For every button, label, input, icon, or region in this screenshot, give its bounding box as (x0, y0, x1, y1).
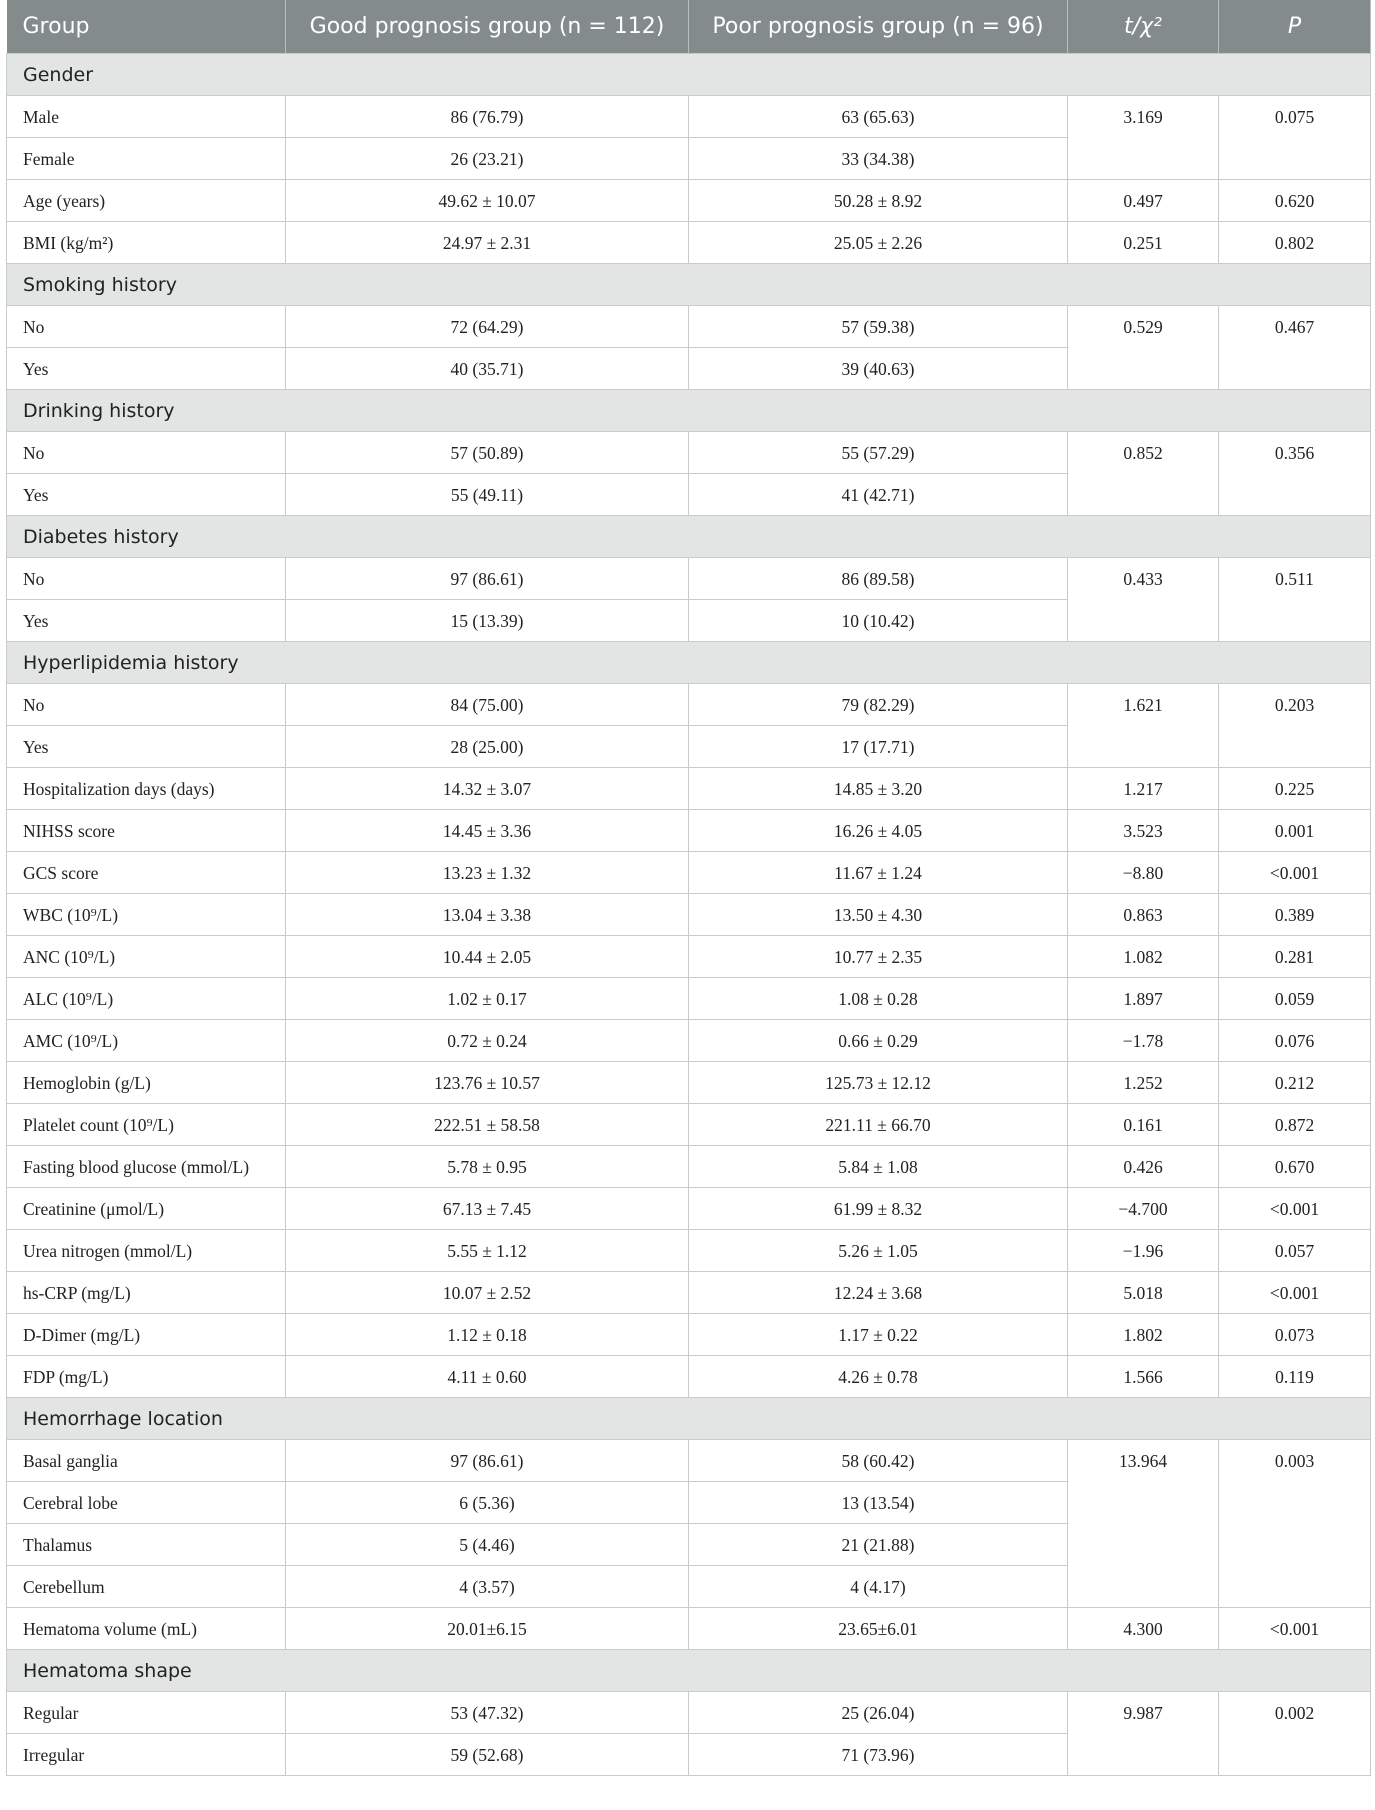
poor-prognosis-value: 10 (10.42) (689, 600, 1068, 642)
good-prognosis-value: 13.04 ± 3.38 (286, 894, 689, 936)
good-prognosis-value: 1.02 ± 0.17 (286, 978, 689, 1020)
good-prognosis-value: 20.01±6.15 (286, 1608, 689, 1650)
row-label: BMI (kg/m²) (7, 222, 286, 264)
table-row (7, 852, 1371, 894)
poor-prognosis-value: 125.73 ± 12.12 (689, 1062, 1068, 1104)
poor-prognosis-value: 86 (89.58) (689, 558, 1068, 600)
statistic-value: 3.523 (1068, 810, 1219, 852)
row-label: Hemoglobin (g/L) (7, 1062, 286, 1104)
table-row (7, 1608, 1371, 1650)
section-header-row (7, 264, 1371, 306)
header-group: Group (7, 0, 286, 54)
good-prognosis-value: 28 (25.00) (286, 726, 689, 768)
table-row (7, 1230, 1371, 1272)
p-value: <0.001 (1219, 852, 1371, 894)
poor-prognosis-value: 0.66 ± 0.29 (689, 1020, 1068, 1062)
good-prognosis-value: 222.51 ± 58.58 (286, 1104, 689, 1146)
good-prognosis-value: 40 (35.71) (286, 348, 689, 390)
table-row (7, 1272, 1371, 1314)
p-value: 0.119 (1219, 1356, 1371, 1398)
row-label: hs-CRP (mg/L) (7, 1272, 286, 1314)
row-label: Yes (7, 348, 286, 390)
row-label: Cerebellum (7, 1566, 286, 1608)
row-label: WBC (10⁹/L) (7, 894, 286, 936)
good-prognosis-value: 84 (75.00) (286, 684, 689, 726)
table-row (7, 894, 1371, 936)
section-header-row (7, 54, 1371, 96)
statistic-value: 0.426 (1068, 1146, 1219, 1188)
poor-prognosis-value: 58 (60.42) (689, 1440, 1068, 1482)
good-prognosis-value: 0.72 ± 0.24 (286, 1020, 689, 1062)
table-row (7, 1356, 1371, 1398)
p-value: 0.620 (1219, 180, 1371, 222)
table-row (7, 1314, 1371, 1356)
p-value: <0.001 (1219, 1272, 1371, 1314)
poor-prognosis-value: 16.26 ± 4.05 (689, 810, 1068, 852)
p-value: 0.076 (1219, 1020, 1371, 1062)
poor-prognosis-value: 5.26 ± 1.05 (689, 1230, 1068, 1272)
table-body (7, 54, 1371, 1776)
poor-prognosis-value: 1.08 ± 0.28 (689, 978, 1068, 1020)
row-label: Basal ganglia (7, 1440, 286, 1482)
poor-prognosis-value: 13 (13.54) (689, 1482, 1068, 1524)
poor-prognosis-value: 61.99 ± 8.32 (689, 1188, 1068, 1230)
baseline-characteristics-table (6, 0, 1371, 1776)
row-label: Female (7, 138, 286, 180)
poor-prognosis-value: 21 (21.88) (689, 1524, 1068, 1566)
poor-prognosis-value: 50.28 ± 8.92 (689, 180, 1068, 222)
poor-prognosis-value: 33 (34.38) (689, 138, 1068, 180)
section-label: Hyperlipidemia history (7, 642, 1371, 684)
poor-prognosis-value: 71 (73.96) (689, 1734, 1068, 1776)
table-row (7, 558, 1371, 600)
statistic-value: 1.252 (1068, 1062, 1219, 1104)
table-row (7, 96, 1371, 138)
statistic-value: 0.529 (1068, 306, 1219, 390)
row-label: GCS score (7, 852, 286, 894)
statistic-value: 4.300 (1068, 1608, 1219, 1650)
section-header-row (7, 1650, 1371, 1692)
row-label: NIHSS score (7, 810, 286, 852)
row-label: Yes (7, 600, 286, 642)
good-prognosis-value: 14.45 ± 3.36 (286, 810, 689, 852)
good-prognosis-value: 97 (86.61) (286, 1440, 689, 1482)
statistic-value: 1.217 (1068, 768, 1219, 810)
section-label: Gender (7, 54, 1371, 96)
poor-prognosis-value: 13.50 ± 4.30 (689, 894, 1068, 936)
section-label: Drinking history (7, 390, 1371, 432)
table-row (7, 1146, 1371, 1188)
statistic-value: 1.802 (1068, 1314, 1219, 1356)
poor-prognosis-value: 12.24 ± 3.68 (689, 1272, 1068, 1314)
good-prognosis-value: 5 (4.46) (286, 1524, 689, 1566)
statistic-value: −4.700 (1068, 1188, 1219, 1230)
row-label: Yes (7, 474, 286, 516)
good-prognosis-value: 14.32 ± 3.07 (286, 768, 689, 810)
good-prognosis-value: 24.97 ± 2.31 (286, 222, 689, 264)
p-value: 0.075 (1219, 96, 1371, 180)
poor-prognosis-value: 25.05 ± 2.26 (689, 222, 1068, 264)
p-value: 0.467 (1219, 306, 1371, 390)
p-value: 0.389 (1219, 894, 1371, 936)
poor-prognosis-value: 39 (40.63) (689, 348, 1068, 390)
p-value: 0.356 (1219, 432, 1371, 516)
header-poor-prognosis: Poor prognosis group (n = 96) (689, 0, 1068, 54)
good-prognosis-value: 72 (64.29) (286, 306, 689, 348)
poor-prognosis-value: 14.85 ± 3.20 (689, 768, 1068, 810)
p-value: 0.057 (1219, 1230, 1371, 1272)
good-prognosis-value: 6 (5.36) (286, 1482, 689, 1524)
table-row (7, 180, 1371, 222)
p-value: 0.059 (1219, 978, 1371, 1020)
table-row (7, 768, 1371, 810)
row-label: AMC (10⁹/L) (7, 1020, 286, 1062)
p-value: 0.073 (1219, 1314, 1371, 1356)
p-value: 0.003 (1219, 1440, 1371, 1608)
poor-prognosis-value: 10.77 ± 2.35 (689, 936, 1068, 978)
row-label: Creatinine (μmol/L) (7, 1188, 286, 1230)
row-label: Yes (7, 726, 286, 768)
statistic-value: 0.852 (1068, 432, 1219, 516)
table-row (7, 810, 1371, 852)
poor-prognosis-value: 25 (26.04) (689, 1692, 1068, 1734)
p-value: 0.802 (1219, 222, 1371, 264)
good-prognosis-value: 49.62 ± 10.07 (286, 180, 689, 222)
row-label: Hematoma volume (mL) (7, 1608, 286, 1650)
p-value: 0.203 (1219, 684, 1371, 768)
section-header-row (7, 516, 1371, 558)
header-good-prognosis: Good prognosis group (n = 112) (286, 0, 689, 54)
poor-prognosis-value: 41 (42.71) (689, 474, 1068, 516)
table-row (7, 1692, 1371, 1734)
statistic-value: 1.897 (1068, 978, 1219, 1020)
section-label: Smoking history (7, 264, 1371, 306)
table-row (7, 1062, 1371, 1104)
section-label: Diabetes history (7, 516, 1371, 558)
row-label: Thalamus (7, 1524, 286, 1566)
p-value: 0.002 (1219, 1692, 1371, 1776)
table-row (7, 684, 1371, 726)
poor-prognosis-value: 79 (82.29) (689, 684, 1068, 726)
row-label: D-Dimer (mg/L) (7, 1314, 286, 1356)
poor-prognosis-value: 11.67 ± 1.24 (689, 852, 1068, 894)
good-prognosis-value: 4 (3.57) (286, 1566, 689, 1608)
section-header-row (7, 642, 1371, 684)
section-header-row (7, 1398, 1371, 1440)
statistic-value: 1.082 (1068, 936, 1219, 978)
good-prognosis-value: 55 (49.11) (286, 474, 689, 516)
row-label: No (7, 306, 286, 348)
poor-prognosis-value: 55 (57.29) (689, 432, 1068, 474)
statistic-value: 5.018 (1068, 1272, 1219, 1314)
poor-prognosis-value: 17 (17.71) (689, 726, 1068, 768)
poor-prognosis-value: 63 (65.63) (689, 96, 1068, 138)
statistic-value: −8.80 (1068, 852, 1219, 894)
table-header-row (7, 0, 1371, 54)
statistic-value: 0.497 (1068, 180, 1219, 222)
table-row (7, 432, 1371, 474)
statistic-value: 1.621 (1068, 684, 1219, 768)
good-prognosis-value: 4.11 ± 0.60 (286, 1356, 689, 1398)
table-row (7, 936, 1371, 978)
good-prognosis-value: 13.23 ± 1.32 (286, 852, 689, 894)
row-label: Regular (7, 1692, 286, 1734)
table-row (7, 1104, 1371, 1146)
poor-prognosis-value: 4.26 ± 0.78 (689, 1356, 1068, 1398)
statistic-value: 0.161 (1068, 1104, 1219, 1146)
row-label: Fasting blood glucose (mmol/L) (7, 1146, 286, 1188)
good-prognosis-value: 53 (47.32) (286, 1692, 689, 1734)
p-value: <0.001 (1219, 1188, 1371, 1230)
good-prognosis-value: 15 (13.39) (286, 600, 689, 642)
row-label: Irregular (7, 1734, 286, 1776)
row-label: Urea nitrogen (mmol/L) (7, 1230, 286, 1272)
statistic-value: 3.169 (1068, 96, 1219, 180)
good-prognosis-value: 86 (76.79) (286, 96, 689, 138)
row-label: No (7, 558, 286, 600)
good-prognosis-value: 5.78 ± 0.95 (286, 1146, 689, 1188)
statistic-value: 13.964 (1068, 1440, 1219, 1608)
p-value: 0.281 (1219, 936, 1371, 978)
good-prognosis-value: 97 (86.61) (286, 558, 689, 600)
poor-prognosis-value: 57 (59.38) (689, 306, 1068, 348)
row-label: Cerebral lobe (7, 1482, 286, 1524)
row-label: Platelet count (10⁹/L) (7, 1104, 286, 1146)
good-prognosis-value: 10.44 ± 2.05 (286, 936, 689, 978)
p-value: 0.001 (1219, 810, 1371, 852)
poor-prognosis-value: 1.17 ± 0.22 (689, 1314, 1068, 1356)
poor-prognosis-value: 221.11 ± 66.70 (689, 1104, 1068, 1146)
row-label: ANC (10⁹/L) (7, 936, 286, 978)
row-label: No (7, 684, 286, 726)
p-value: 0.511 (1219, 558, 1371, 642)
statistic-value: 9.987 (1068, 1692, 1219, 1776)
row-label: Age (years) (7, 180, 286, 222)
statistic-value: 0.251 (1068, 222, 1219, 264)
p-value: 0.212 (1219, 1062, 1371, 1104)
section-label: Hematoma shape (7, 1650, 1371, 1692)
poor-prognosis-value: 23.65±6.01 (689, 1608, 1068, 1650)
statistic-value: −1.78 (1068, 1020, 1219, 1062)
good-prognosis-value: 123.76 ± 10.57 (286, 1062, 689, 1104)
p-value: 0.225 (1219, 768, 1371, 810)
poor-prognosis-value: 5.84 ± 1.08 (689, 1146, 1068, 1188)
row-label: Hospitalization days (days) (7, 768, 286, 810)
row-label: Male (7, 96, 286, 138)
statistic-value: 0.433 (1068, 558, 1219, 642)
table-row (7, 222, 1371, 264)
header-statistic: t/χ² (1068, 0, 1219, 54)
row-label: FDP (mg/L) (7, 1356, 286, 1398)
poor-prognosis-value: 4 (4.17) (689, 1566, 1068, 1608)
p-value: 0.872 (1219, 1104, 1371, 1146)
good-prognosis-value: 26 (23.21) (286, 138, 689, 180)
table-row (7, 306, 1371, 348)
good-prognosis-value: 5.55 ± 1.12 (286, 1230, 689, 1272)
table-row (7, 1188, 1371, 1230)
good-prognosis-value: 10.07 ± 2.52 (286, 1272, 689, 1314)
header-p-value: P (1219, 0, 1371, 54)
row-label: No (7, 432, 286, 474)
p-value: 0.670 (1219, 1146, 1371, 1188)
statistic-value: 0.863 (1068, 894, 1219, 936)
good-prognosis-value: 67.13 ± 7.45 (286, 1188, 689, 1230)
good-prognosis-value: 57 (50.89) (286, 432, 689, 474)
table-row (7, 1440, 1371, 1482)
row-label: ALC (10⁹/L) (7, 978, 286, 1020)
section-label: Hemorrhage location (7, 1398, 1371, 1440)
statistic-value: 1.566 (1068, 1356, 1219, 1398)
table-row (7, 1020, 1371, 1062)
statistic-value: −1.96 (1068, 1230, 1219, 1272)
p-value: <0.001 (1219, 1608, 1371, 1650)
good-prognosis-value: 1.12 ± 0.18 (286, 1314, 689, 1356)
section-header-row (7, 390, 1371, 432)
table-row (7, 978, 1371, 1020)
good-prognosis-value: 59 (52.68) (286, 1734, 689, 1776)
